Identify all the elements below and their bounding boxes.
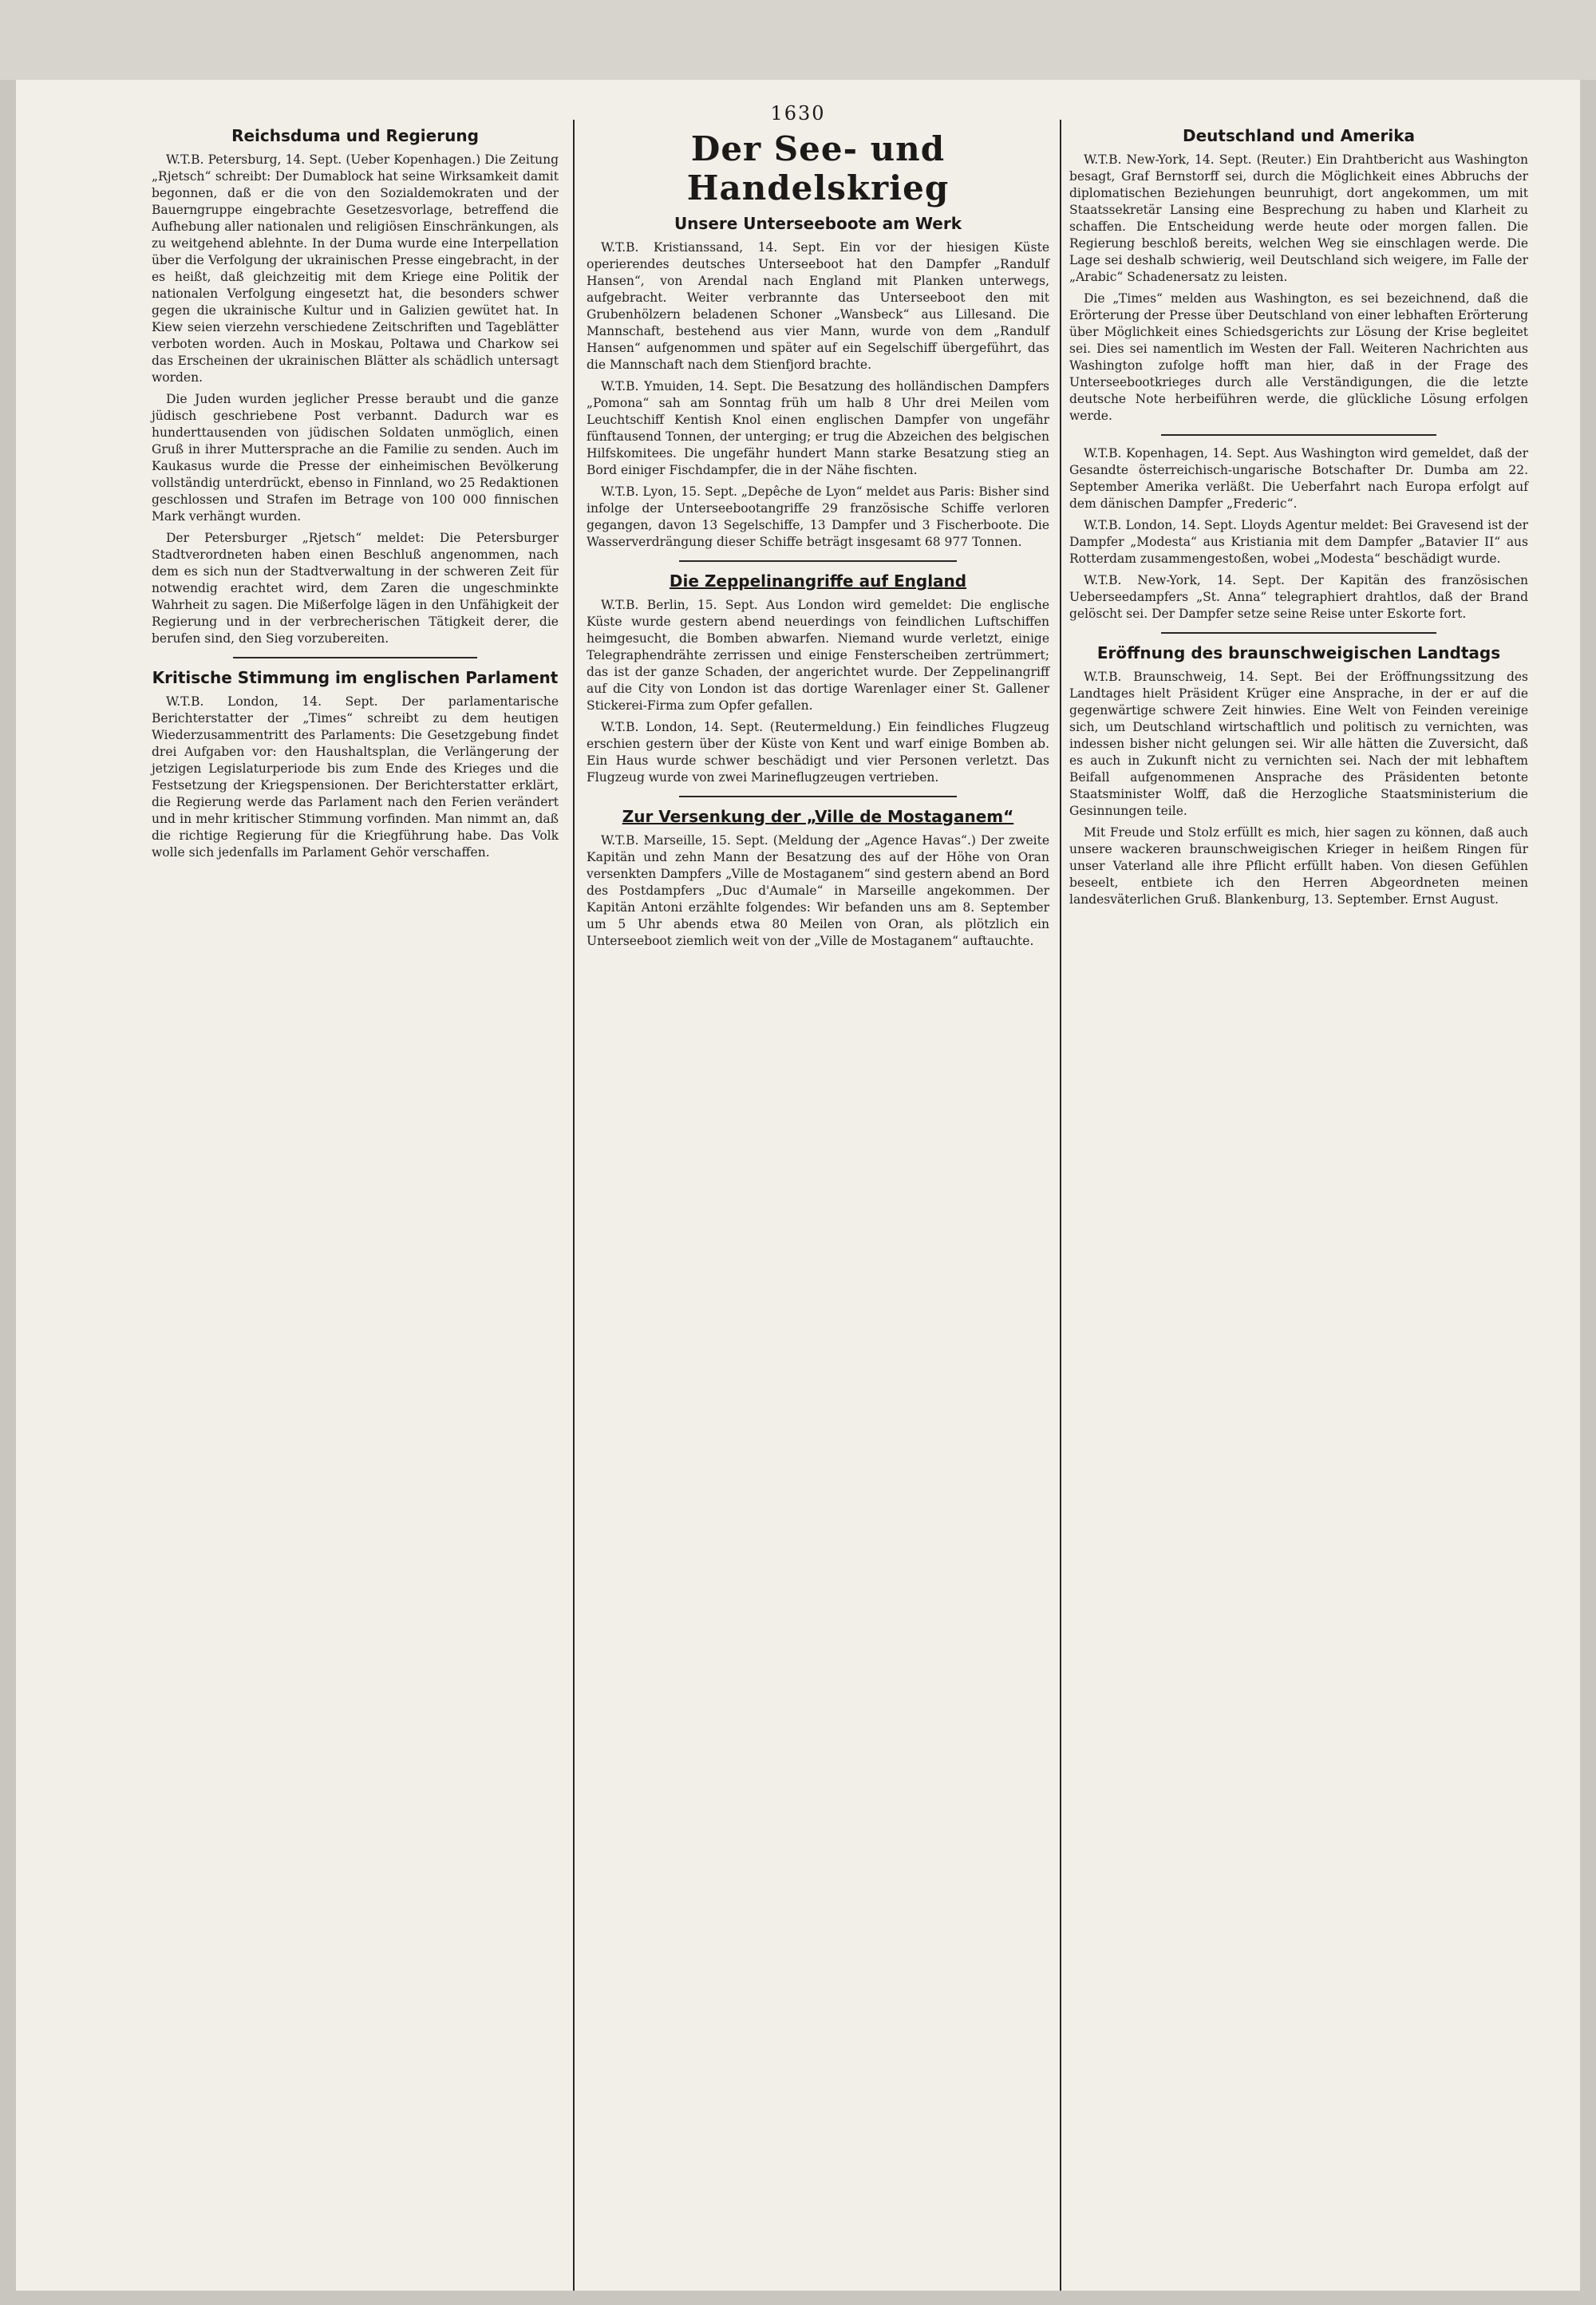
heading-deutschland-amerika: Deutschland und Amerika: [1183, 126, 1415, 145]
article-paragraph: W.T.B. Lyon, 15. Sept. „Depêche de Lyon“ meldet aus Paris: Bisher sind infolge der Unterseebootangriffe 29 französische Schiffe verloren gegangen, davon 13 Segelschiffe, 13 Dampfer und 3 Fischerboote. Die Wasserverdrängung dieser Schiffe beträgt insgesamt 68 977 Tonnen.: [587, 484, 1049, 549]
section-separator: [233, 657, 477, 658]
article-paragraph: W.T.B. London, 14. Sept. Der parlamentarische Berichterstatter der „Times“ schreibt zu dem heutigen Wiederzusammentritt des Parlaments: Die Gesetzgebung findet drei Aufgaben vor: den Haushaltsplan, die Verlängerung der jetzigen Legislaturperiode bis zum Ende des Krieges und die Festsetzung der Kriegspensionen. Der Berichterstatter erklärt, die Regierung werde das Parlament nach den Ferien verändert und in mehr kritischer Stimmung vorfinden. Man nimmt an, daß die richtige Regierung für die Kriegführung habe. Das Volk wolle sich jedenfalls im Parlament Gehör verschaffen.: [152, 694, 559, 860]
scan-top-margin: [0, 0, 1596, 80]
column-rule-left: [573, 120, 575, 2291]
right-column: [1069, 121, 1528, 913]
heading-zeppelinangriffe: Die Zeppelinangriffe auf England: [669, 571, 967, 591]
article-paragraph: Die „Times“ melden aus Washington, es sei bezeichnend, daß die Erörterung der Presse über Deutschland von einer lebhaften Erörterung über Möglichkeit eines Schiedsgerichts zur Lösung der Krise begleitet sei. Dies sei namentlich im Westen der Fall. Weiteren Nachrichten aus Washington zufolge hofft man hier, daß in der Frage des Unterseebootkrieges durch alle Verständigungen, die die letzte deutsche Note herbeiführen werde, die glückliche Lösung erfolgen werde.: [1069, 291, 1528, 423]
article-paragraph: W.T.B. Kristianssand, 14. Sept. Ein vor der hiesigen Küste operierendes deutsches Unterseeboot hat den Dampfer „Randulf Hansen“, von Arendal nach England mit Planken unterwegs, aufgebracht. Weiter verbrannte das Unterseeboot den mit Grubenhölzern beladenen Schoner „Wansbeck“ aus Lillesand. Die Mannschaft, bestehend aus vier Mann, wurde von dem „Randulf Hansen“ aufgenommen und später auf ein Segelschiff übergeführt, das die Mannschaft nach dem Stienfjord brachte.: [587, 240, 1049, 372]
article-paragraph: W.T.B. New-York, 14. Sept. Der Kapitän des französischen Ueberseedampfers „St. Anna“ telegraphiert drahtlos, daß der Brand gelöscht sei. Der Dampfer setze seine Reise unter Eskorte fort.: [1069, 573, 1528, 621]
article-paragraph: W.T.B. New-York, 14. Sept. (Reuter.) Ein Drahtbericht aus Washington besagt, Graf Bernstorff sei, durch die Möglichkeit eines Abbruchs der diplomatischen Beziehungen beunruhigt, dort angekommen, um mit Staatssekretär Lansing eine Besprechung zu haben und Klarheit zu schaffen. Die Entscheidung werde heute oder morgen fallen. Die Regierung beschloß bereits, welchen Weg sie einschlagen werde. Die Lage sei deshalb schwierig, weil Deutschland sich weigere, im Falle der „Arabic“ Schadenersatz zu leisten.: [1069, 152, 1528, 284]
article-paragraph: W.T.B. Petersburg, 14. Sept. (Ueber Kopenhagen.) Die Zeitung „Rjetsch“ schreibt: Der Dumablock hat seine Wirksamkeit damit begonnen, daß er die von den Sozialdemokraten und der Bauerngruppe eingebrachte Gesetzesvorlage, betreffend die Aufhebung aller nationalen und religiösen Einschränkungen, als zu weitgehend ablehnte. In der Duma wurde eine Interpellation über die Verfolgung der ukrainischen Presse eingebracht, in der es heißt, daß gleichzeitig mit dem Kriege eine Politik der nationalen Verfolgung eingesetzt hat, die besonders schwer gegen die ukrainische Kultur und in Galizien gewütet hat. In Kiew seien vierzehn verschiedene Zeitschriften und Tageblätter verboten worden. Auch in Moskau, Poltawa und Charkow sei das Erscheinen der ukrainischen Blätter als schädlich untersagt worden.: [152, 152, 559, 385]
page-heading: Der See- und Handelskrieg: [686, 129, 950, 208]
article-paragraph: W.T.B. Ymuiden, 14. Sept. Die Besatzung des holländischen Dampfers „Pomona“ sah am Sonntag früh um halb 8 Uhr drei Meilen vom Leuchtschiff Kentish Knol einen englischen Dampfer von ungefähr fünftausend Tonnen, der unterging; er trug die Abzeichen des belgischen Hilfskomitees. Die ungefähr hundert Mann starke Besatzung stieg an Bord einiger Fischdampfer, die in der Nähe fischten.: [587, 379, 1049, 477]
section-separator: [679, 560, 957, 562]
section-separator: [1161, 434, 1436, 436]
article-paragraph: Mit Freude und Stolz erfüllt es mich, hier sagen zu können, daß auch unsere wackeren braunschweigischen Krieger in heißem Ringen für unser Vaterland alle ihre Pflicht erfüllt haben. Von diesen Gefühlen beseelt, entbiete ich den Herren Abgeordneten meinen landesväterlichen Gruß. Blankenburg, 13. September. Ernst August.: [1069, 825, 1528, 907]
article-paragraph: W.T.B. Braunschweig, 14. Sept. Bei der Eröffnungssitzung des Landtages hielt Präsident Krüger eine Ansprache, in der er auf die gegenwärtige schwere Zeit hinwies. Eine Welt von Feinden vereinige sich, um Deutschland wirtschaftlich und politisch zu vernichten, was indessen bisher nicht gelungen sei. Wir alle hätten die Zuversicht, daß es auch in Zukunft nicht zu vernichten sei. Nach der mit lebhaftem Beifall aufgenommenen Ansprache des Präsidenten betonte Staatsminister Wolff, daß die Herzogliche Staatsministerium die Gesinnungen teile.: [1069, 670, 1528, 818]
article-paragraph: W.T.B. Berlin, 15. Sept. Aus London wird gemeldet: Die englische Küste wurde gestern abend neuerdings von feindlichen Luftschiffen heimgesucht, die Bomben abwarfen. Niemand wurde verletzt, einige Telegraphendrähte zerrissen und einige Fensterscheiben zertrümmert; das ist der ganze Schaden, der angerichtet wurde. Der Zeppelinangriff auf die City von London ist das dortige Warenlager einer St. Gallener Stickerei-Firma zum Opfer gefallen.: [587, 598, 1049, 713]
middle-column: [587, 121, 1049, 955]
article-paragraph: W.T.B. London, 14. Sept. Lloyds Agentur meldet: Bei Gravesend ist der Dampfer „Modesta“ aus Kristiania mit dem Dampfer „Batavier II“ aus Rotterdam zusammengestoßen, wobei „Modesta“ beschädigt wurde.: [1069, 518, 1528, 566]
heading-reichsduma: Reichsduma und Regierung: [231, 126, 479, 145]
heading-braunschweig-landtag: Eröffnung des braunschweigischen Landtags: [1096, 643, 1501, 662]
article-paragraph: W.T.B. Marseille, 15. Sept. (Meldung der „Agence Havas“.) Der zweite Kapitän und zehn Mann der Besatzung des auf der Höhe von Oran versenkten Dampfers „Ville de Mostaganem“ sind gestern abend an Bord des Postdampfers „Duc d'Aumale“ in Marseille angekommen. Der Kapitän Antoni erzählte folgendes: Wir befanden uns am 8. September um 5 Uhr abends etwa 80 Meilen von Oran, als plötzlich ein Unterseeboot ziemlich weit von der „Ville de Mostaganem“ auftauchte.: [587, 833, 1049, 948]
section-separator: [679, 796, 957, 797]
article-paragraph: W.T.B. Kopenhagen, 14. Sept. Aus Washington wird gemeldet, daß der Gesandte österreichisch-ungarische Botschafter Dr. Dumba am 22. September Amerika verläßt. Die Ueberfahrt nach Europa erfolgt auf dem dänischen Dampfer „Frederic“.: [1069, 446, 1528, 511]
heading-ville-de-mostaganem: Zur Versenkung der „Ville de Mostaganem“: [622, 807, 1014, 826]
left-column: [152, 121, 559, 866]
article-paragraph: W.T.B. London, 14. Sept. (Reutermeldung.) Ein feindliches Flugzeug erschien gestern über der Küste von Kent und warf einige Bomben ab. Ein Haus wurde schwer beschädigt und vier Personen verletzt. Das Flugzeug wurde von zwei Marineflugzeugen vertrieben.: [587, 720, 1049, 785]
article-paragraph: Der Petersburger „Rjetsch“ meldet: Die Petersburger Stadtverordneten haben einen Beschluß angenommen, nach dem es sich nun der Stadtverwaltung in der schweren Zeit für notwendig erachtet wird, dem Zaren die ungeschminkte Wahrheit zu sagen. Die Mißerfolge lägen in den Unfähigkeit der Regierung und in der verbrecherischen Tätigkeit derer, die berufen sind, den Sieg vorzubereiten.: [152, 531, 559, 646]
page-number: 1630: [770, 102, 826, 125]
heading-kritische-stimmung: Kritische Stimmung im englischen Parlament: [152, 668, 559, 687]
column-rule-right: [1060, 120, 1061, 2291]
heading-unterseeboote: Unsere Unterseeboote am Werk: [674, 214, 962, 233]
article-paragraph: Die Juden wurden jeglicher Presse beraubt und die ganze jüdisch geschriebene Post verbannt. Dadurch war es hunderttausenden von jüdischen Soldaten unmöglich, einen Gruß in ihrer Muttersprache an die Familie zu senden. Auch im Kaukasus wurde die Presse der einheimischen Bevölkerung vollständig unterdrückt, ebenso in Finnland, wo 25 Redaktionen geschlossen und Strafen im Betrage von 100 000 finnischen Mark verhängt wurden.: [152, 392, 559, 524]
section-separator: [1161, 632, 1436, 634]
